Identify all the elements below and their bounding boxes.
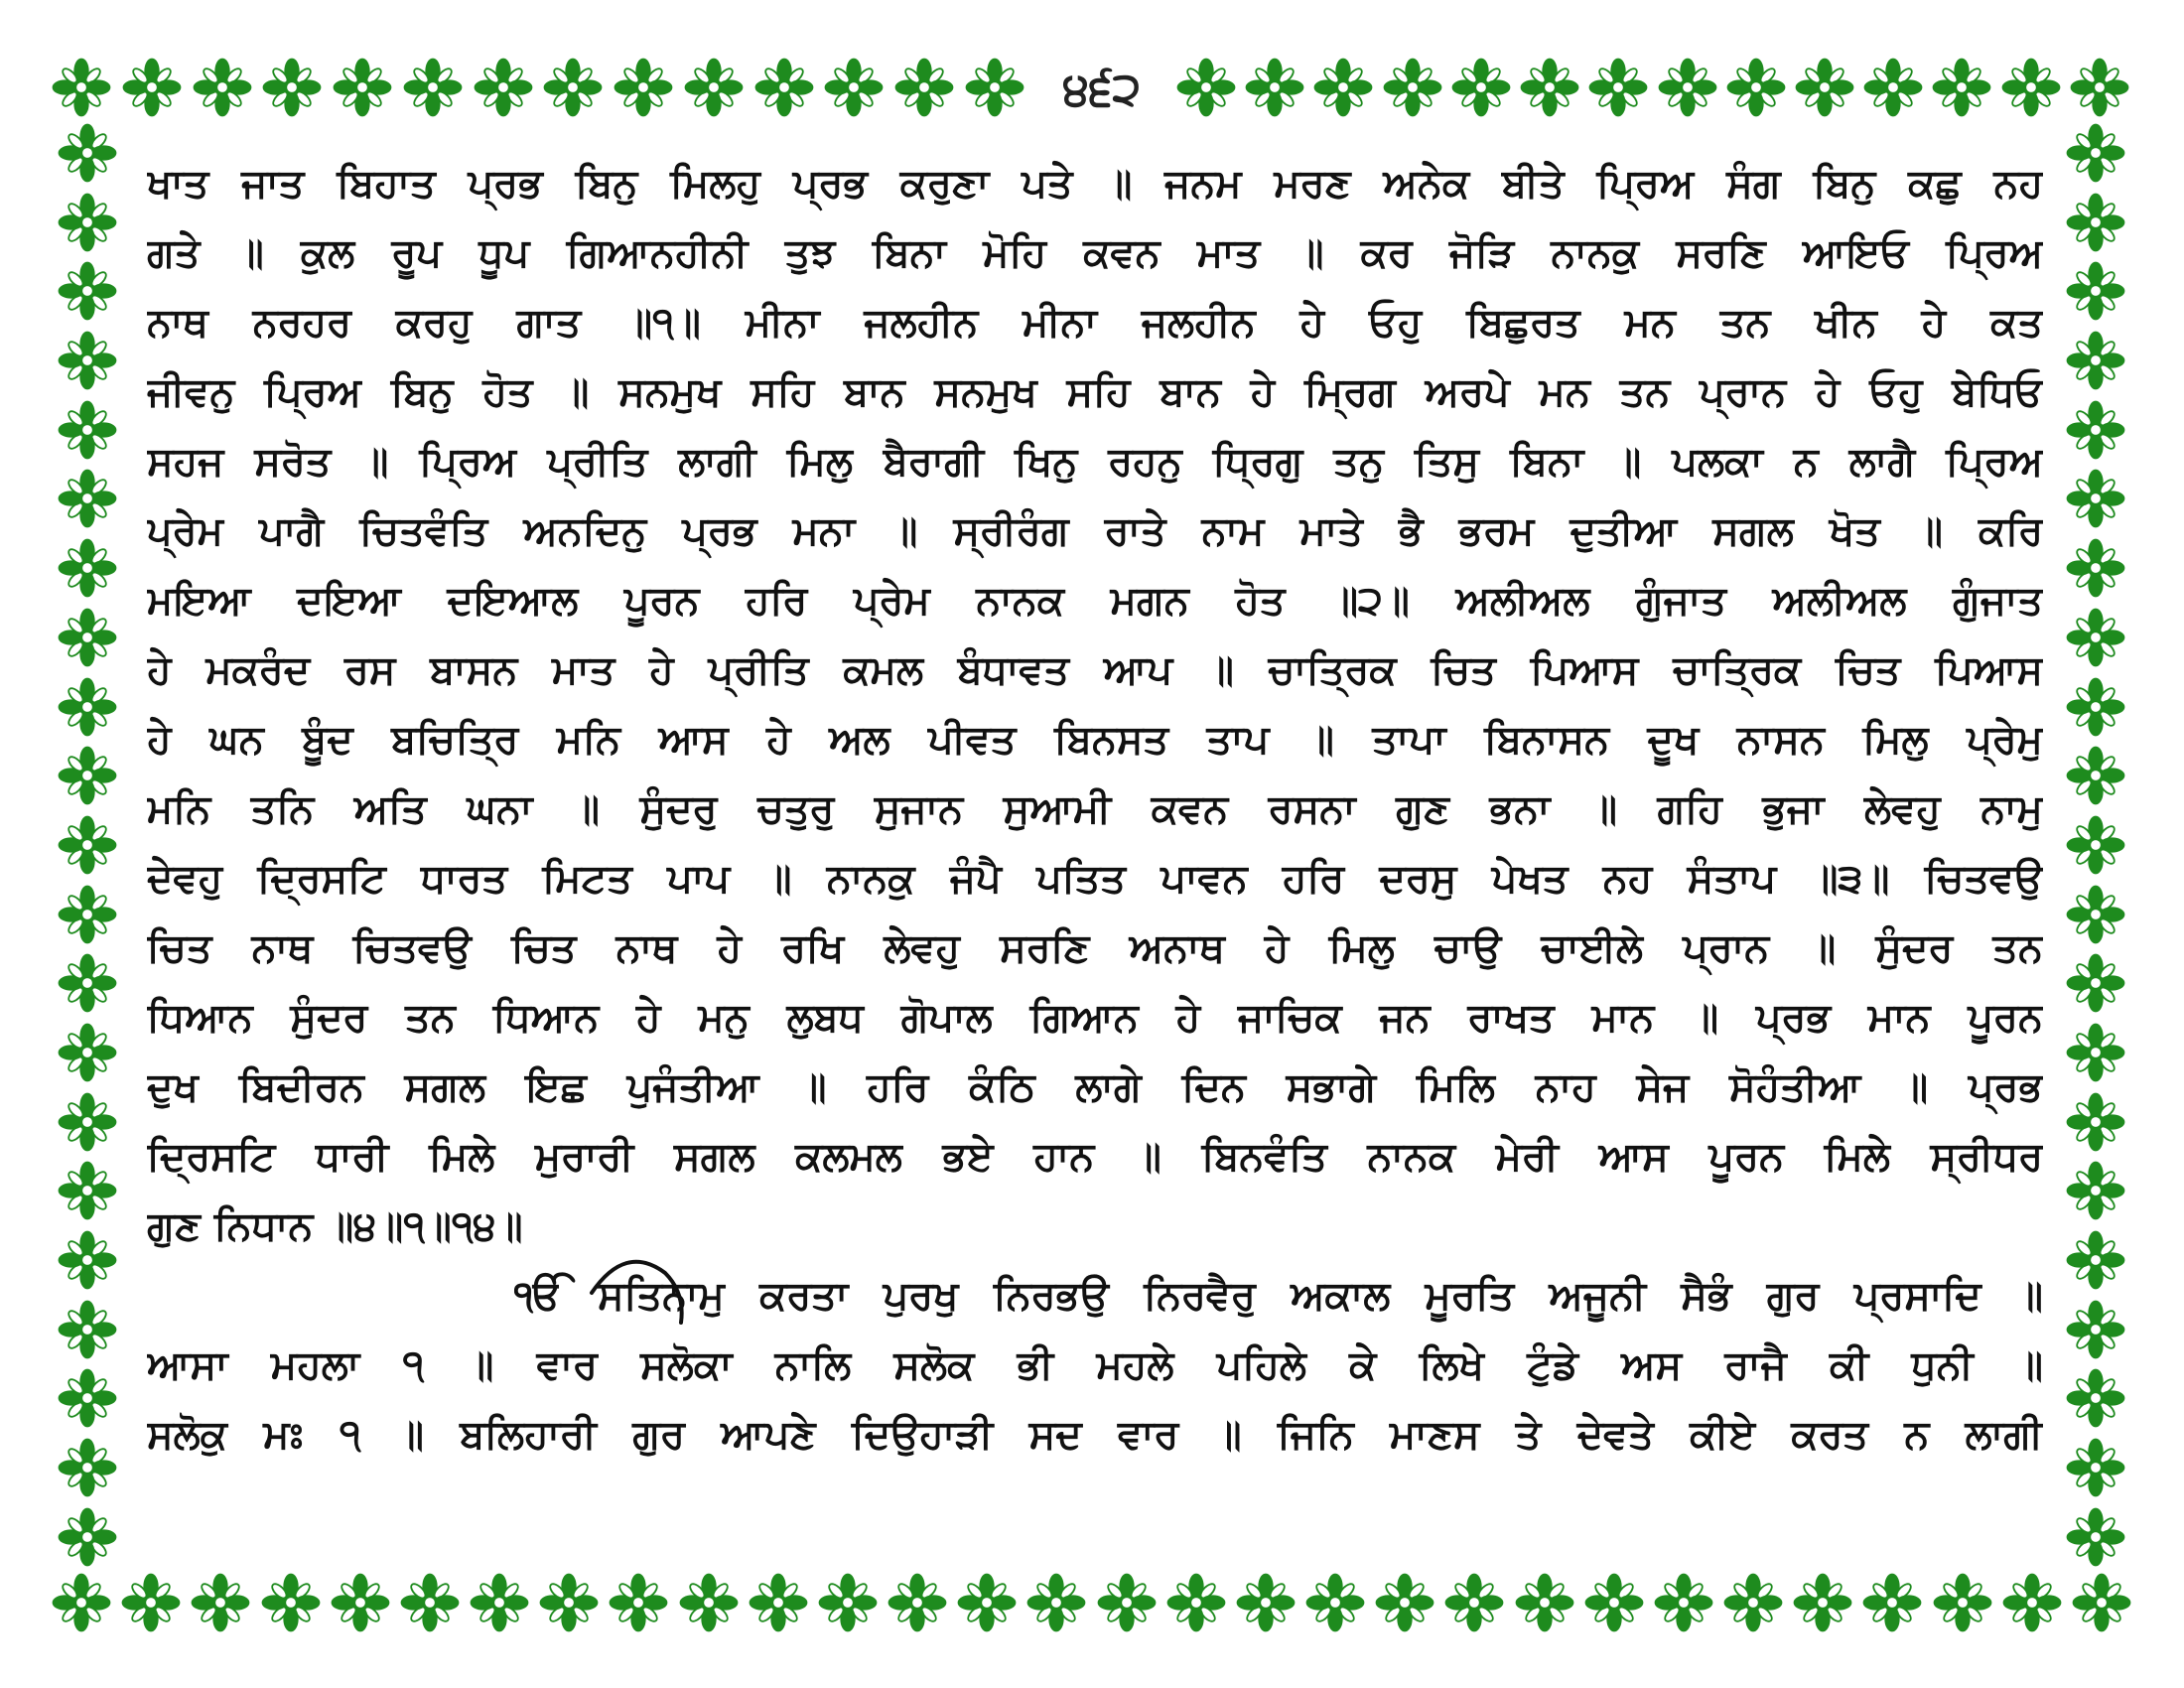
flower-icon <box>965 58 1024 117</box>
flower-icon <box>1236 1573 1296 1632</box>
text-line: ਚਿਤ ਨਾਥ ਚਿਤਵਉ ਚਿਤ ਨਾਥ ਹੇ ਰਖਿ ਲੇਵਹੁ ਸਰਣਿ ਅਨਾਥ ਹੇ ਮਿਲੁ ਚਾਉ ਚਾਈਲੇ ਪ੍ਰਾਨ ॥ ਸੁੰਦਰ ਤਨ <box>147 925 2043 971</box>
flower-icon <box>1793 1573 1852 1632</box>
flower-icon <box>2066 1438 2125 1497</box>
flower-icon <box>400 1573 460 1632</box>
flower-icon <box>2066 261 2125 321</box>
flower-icon <box>58 746 117 805</box>
flower-icon <box>403 58 463 117</box>
flower-icon <box>1723 1573 1783 1632</box>
text-line: ਜੀਵਨੁ ਪ੍ਰਿਅ ਬਿਨੁ ਹੋਤ ॥ ਸਨਮੁਖ ਸਹਿ ਬਾਨ ਸਨਮੁਖ ਸਹਿ ਬਾਨ ਹੇ ਮ੍ਰਿਗ ਅਰਪੇ ਮਨ ਤਨ ਪ੍ਰਾਨ ਹੇ ਓਹੁ ਬੇਧਿਓ <box>147 369 2043 415</box>
flower-icon <box>1444 1573 1504 1632</box>
text-line: ਹੇ ਘਨ ਬੂੰਦ ਬਚਿਤ੍ਰਿ ਮਨਿ ਆਸ ਹੇ ਅਲ ਪੀਵਤ ਬਿਨਸਤ ਤਾਪ ॥ ਤਾਪਾ ਬਿਨਾਸਨ ਦੂਖ ਨਾਸਨ ਮਿਲੁ ਪ੍ਰੇਮੁ <box>147 717 2043 763</box>
flower-icon <box>2002 1573 2062 1632</box>
flower-icon <box>1520 58 1579 117</box>
flower-icon <box>818 1573 878 1632</box>
flower-icon <box>1795 58 1854 117</box>
text-line: ਆਸਾ ਮਹਲਾ ੧ ॥ ਵਾਰ ਸਲੋਕਾ ਨਾਲਿ ਸਲੋਕ ਭੀ ਮਹਲੇ ਪਹਿਲੇ ਕੇ ਲਿਖੇ ਟੁੰਡੇ ਅਸ ਰਾਜੈ ਕੀ ਧੁਨੀ ॥ <box>147 1342 2043 1388</box>
flower-icon <box>58 193 117 252</box>
flower-icon <box>1176 58 1236 117</box>
flower-icon <box>52 1573 111 1632</box>
text-line: ਦ੍ਰਿਸਟਿ ਧਾਰੀ ਮਿਲੇ ਮੁਰਾਰੀ ਸਗਲ ਕਲਮਲ ਭਏ ਹਾਨ ॥ ਬਿਨਵੰਤਿ ਨਾਨਕ ਮੇਰੀ ਆਸ ਪੂਰਨ ਮਿਲੇ ਸ੍ਰੀਧਰ <box>147 1134 2043 1180</box>
flower-icon <box>1383 58 1442 117</box>
text-line: ਮਇਆ ਦਇਆ ਦਇਆਲ ਪੂਰਨ ਹਰਿ ਪ੍ਰੇਮ ਨਾਨਕ ਮਗਨ ਹੋਤ ॥੨॥ ਅਲੀਅਲ ਗੁੰਜਾਤ ਅਲੀਅਲ ਗੁੰਜਾਤ <box>147 578 2043 624</box>
flower-icon <box>58 1300 117 1359</box>
flower-icon <box>2066 815 2125 875</box>
flower-icon <box>609 1573 668 1632</box>
flower-icon <box>2066 538 2125 598</box>
flower-icon <box>679 1573 739 1632</box>
flower-icon <box>2066 331 2125 390</box>
flower-icon <box>614 58 673 117</box>
flower-icon <box>543 58 603 117</box>
flower-icon <box>58 1230 117 1290</box>
text-line: ਨਾਥ ਨਰਹਰ ਕਰਹੁ ਗਾਤ ॥੧॥ ਮੀਨਾ ਜਲਹੀਨ ਮੀਨਾ ਜਲਹੀਨ ਹੇ ਓਹੁ ਬਿਛੁਰਤ ਮਨ ਤਨ ਖੀਨ ਹੇ ਕਤ <box>147 300 2043 346</box>
flower-icon <box>58 1161 117 1220</box>
flower-icon <box>1654 1573 1713 1632</box>
flower-icon <box>754 58 814 117</box>
flower-icon <box>1026 1573 1086 1632</box>
text-line: ਹੇ ਮਕਰੰਦ ਰਸ ਬਾਸਨ ਮਾਤ ਹੇ ਪ੍ਰੀਤਿ ਕਮਲ ਬੰਧਾਵਤ ਆਪ ॥ ਚਾਤ੍ਰਿਕ ਚਿਤ ਪਿਆਸ ਚਾਤ੍ਰਿਕ ਚਿਤ ਪਿਆਸ <box>147 647 2043 693</box>
flower-icon <box>2066 1300 2125 1359</box>
flower-icon <box>539 1573 599 1632</box>
text-line: ਖਾਤ ਜਾਤ ਬਿਹਾਤ ਪ੍ਰਭ ਬਿਨੁ ਮਿਲਹੁ ਪ੍ਰਭ ਕਰੁਣਾ ਪਤੇ ॥ ਜਨਮ ਮਰਣ ਅਨੇਕ ਬੀਤੇ ਪ੍ਰਿਅ ਸੰਗ ਬਿਨੁ ਕਛੁ ਨਹ <box>147 161 2043 207</box>
flower-icon <box>2066 123 2125 183</box>
flower-icon <box>333 58 392 117</box>
text-line: ਸਹਜ ਸਰੋਤ ॥ ਪ੍ਰਿਅ ਪ੍ਰੀਤਿ ਲਾਗੀ ਮਿਲੁ ਬੈਰਾਗੀ ਖਿਨੁ ਰਹਨੁ ਧ੍ਰਿਗੁ ਤਨੁ ਤਿਸੁ ਬਿਨਾ ॥ ਪਲਕਾ ਨ ਲਾਗੈ ਪ੍ਰਿਅ <box>147 439 2043 485</box>
flower-icon <box>122 58 182 117</box>
flower-icon <box>1932 58 1991 117</box>
flower-icon <box>957 1573 1017 1632</box>
flower-icon <box>58 123 117 183</box>
flower-icon <box>58 1092 117 1152</box>
flower-icon <box>58 1438 117 1497</box>
flower-icon <box>2001 58 2061 117</box>
flower-icon <box>1097 1573 1157 1632</box>
flower-icon <box>1451 58 1511 117</box>
hand-drawn-arc-mark <box>586 1253 695 1333</box>
border-top-right <box>1176 52 2129 123</box>
flower-icon <box>887 1573 947 1632</box>
flower-icon <box>261 1573 321 1632</box>
flower-icon <box>1588 58 1648 117</box>
flower-icon <box>1166 1573 1226 1632</box>
border-left <box>52 123 123 1567</box>
flower-icon <box>2066 1368 2125 1428</box>
flower-icon <box>1245 58 1304 117</box>
flower-icon <box>58 885 117 944</box>
flower-icon <box>1726 58 1786 117</box>
text-line: ਪ੍ਰੇਮ ਪਾਗੈ ਚਿਤਵੰਤਿ ਅਨਦਿਨੁ ਪ੍ਰਭ ਮਨਾ ॥ ਸ੍ਰੀਰੰਗ ਰਾਤੇ ਨਾਮ ਮਾਤੇ ਭੈ ਭਰਮ ਦੁਤੀਆ ਸਗਲ ਖੋਤ ॥ ਕਰਿ <box>147 508 2043 554</box>
flower-icon <box>1375 1573 1434 1632</box>
flower-icon <box>2066 469 2125 528</box>
flower-icon <box>2070 58 2129 117</box>
flower-icon <box>2066 1092 2125 1152</box>
flower-icon <box>58 953 117 1013</box>
flower-icon <box>1933 1573 1992 1632</box>
flower-icon <box>2066 953 2125 1013</box>
flower-icon <box>262 58 322 117</box>
flower-icon <box>1863 58 1923 117</box>
scripture-text <box>147 149 2043 1539</box>
flower-icon <box>58 331 117 390</box>
flower-icon <box>894 58 954 117</box>
text-line: ਧਿਆਨ ਸੁੰਦਰ ਤਨ ਧਿਆਨ ਹੇ ਮਨੁ ਲੁਬਧ ਗੋਪਾਲ ਗਿਆਨ ਹੇ ਜਾਚਿਕ ਜਨ ਰਾਖਤ ਮਾਨ ॥ ਪ੍ਰਭ ਮਾਨ ਪੂਰਨ <box>147 995 2043 1041</box>
flower-icon <box>2066 193 2125 252</box>
flower-icon <box>1515 1573 1574 1632</box>
flower-icon <box>58 608 117 667</box>
flower-icon <box>1862 1573 1922 1632</box>
flower-icon <box>474 58 533 117</box>
flower-icon <box>58 1507 117 1567</box>
flower-icon <box>1313 58 1373 117</box>
flower-icon <box>121 1573 181 1632</box>
flower-icon <box>58 1023 117 1082</box>
flower-icon <box>824 58 884 117</box>
mool-mantar-line: ੴ ਸਤਿਨਾਮੁ ਕਰਤਾ ਪੁਰਖੁ ਨਿਰਭਉ ਨਿਰਵੈਰੁ ਅਕਾਲ ਮੂਰਤਿ ਅਜੂਨੀ ਸੈਭੰ ਗੁਰ ਪ੍ਰਸਾਦਿ ॥ <box>514 1273 2043 1319</box>
flower-icon <box>2066 1230 2125 1290</box>
flower-icon <box>58 1368 117 1428</box>
flower-icon <box>470 1573 529 1632</box>
flower-icon <box>1584 1573 1644 1632</box>
border-bottom <box>52 1567 2131 1638</box>
flower-icon <box>58 261 117 321</box>
flower-icon <box>58 677 117 737</box>
flower-icon <box>2066 885 2125 944</box>
border-top-left <box>52 52 1024 123</box>
flower-icon <box>2066 608 2125 667</box>
flower-icon <box>58 469 117 528</box>
flower-icon <box>58 815 117 875</box>
flower-icon <box>2072 1573 2131 1632</box>
flower-icon <box>191 1573 250 1632</box>
flower-icon <box>1658 58 1717 117</box>
flower-icon <box>52 58 111 117</box>
flower-icon <box>2066 1023 2125 1082</box>
flower-icon <box>2066 746 2125 805</box>
flower-icon <box>1305 1573 1365 1632</box>
flower-icon <box>749 1573 808 1632</box>
flower-icon <box>193 58 252 117</box>
border-right <box>2060 123 2131 1567</box>
text-line: ਦੁਖ ਬਿਦੀਰਨ ਸਗਲ ਇਛ ਪੁਜੰਤੀਆ ॥ ਹਰਿ ਕੰਠਿ ਲਾਗੇ ਦਿਨ ਸਭਾਗੇ ਮਿਲਿ ਨਾਹ ਸੇਜ ਸੋਹੰਤੀਆ ॥ ਪ੍ਰਭ <box>147 1064 2043 1110</box>
flower-icon <box>2066 1161 2125 1220</box>
flower-icon <box>2066 1507 2125 1567</box>
text-line: ਗਤੇ ॥ ਕੁਲ ਰੂਪ ਧੂਪ ਗਿਆਨਹੀਨੀ ਤੁਝ ਬਿਨਾ ਮੋਹਿ ਕਵਨ ਮਾਤ ॥ ਕਰ ਜੋੜਿ ਨਾਨਕੁ ਸਰਣਿ ਆਇਓ ਪ੍ਰਿਅ <box>147 230 2043 276</box>
text-line: ਮਨਿ ਤਨਿ ਅਤਿ ਘਨਾ ॥ ਸੁੰਦਰੁ ਚਤੁਰੁ ਸੁਜਾਨ ਸੁਆਮੀ ਕਵਨ ਰਸਨਾ ਗੁਣ ਭਨਾ ॥ ਗਹਿ ਭੁਜਾ ਲੇਵਹੁ ਨਾਮੁ <box>147 786 2043 832</box>
flower-icon <box>684 58 744 117</box>
flower-icon <box>2066 677 2125 737</box>
page-number: ੪੬੨ <box>1062 62 1142 115</box>
flower-icon <box>58 538 117 598</box>
flower-icon <box>2066 400 2125 460</box>
flower-icon <box>331 1573 390 1632</box>
text-line: ਸਲੋਕੁ ਮਃ ੧ ॥ ਬਲਿਹਾਰੀ ਗੁਰ ਆਪਣੇ ਦਿਉਹਾੜੀ ਸਦ ਵਾਰ ॥ ਜਿਨਿ ਮਾਣਸ ਤੇ ਦੇਵਤੇ ਕੀਏ ਕਰਤ ਨ ਲਾਗੀ <box>147 1412 2043 1458</box>
text-line: ਗੁਣ ਨਿਧਾਨ ॥੪॥੧॥੧੪॥ <box>147 1203 523 1249</box>
text-line: ਦੇਵਹੁ ਦ੍ਰਿਸਟਿ ਧਾਰਤ ਮਿਟਤ ਪਾਪ ॥ ਨਾਨਕੁ ਜੰਪੈ ਪਤਿਤ ਪਾਵਨ ਹਰਿ ਦਰਸੁ ਪੇਖਤ ਨਹ ਸੰਤਾਪ ॥੩॥ ਚਿਤਵਉ <box>147 856 2043 902</box>
flower-icon <box>58 400 117 460</box>
